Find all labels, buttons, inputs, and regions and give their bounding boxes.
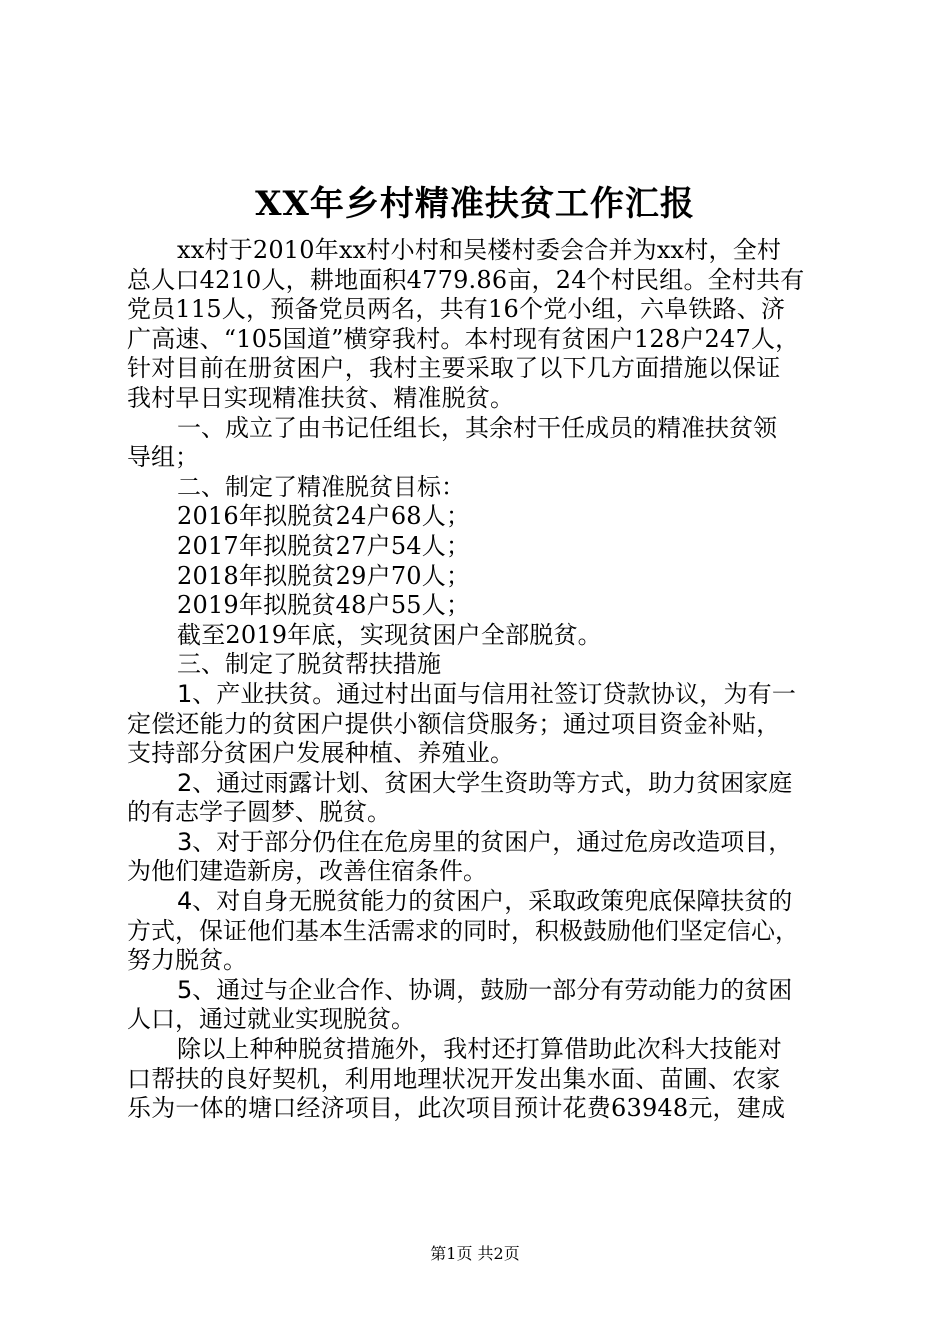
body-line: 党员115人，预备党员两名，共有16个党小组，六阜铁路、济 bbox=[127, 295, 786, 324]
body-line: 支持部分贫困户发展种植、养殖业。 bbox=[127, 739, 515, 768]
body-line bbox=[127, 680, 837, 710]
body-line: 针对目前在册贫困户，我村主要采取了以下几方面措施以保证 bbox=[127, 354, 781, 383]
body-line: 2、通过雨露计划、贫困大学生资助等方式，助力贫困家庭 bbox=[177, 768, 793, 797]
body-line: 乐为一体的塘口经济项目，此次项目预计花费63948元，建成 bbox=[127, 1094, 786, 1123]
body-line: 我村早日实现精准扶贫、精准脱贫。 bbox=[127, 383, 515, 412]
body-line: 方式，保证他们基本生活需求的同时，积极鼓励他们坚定信心， bbox=[127, 916, 799, 945]
body-line: 4、对自身无脱贫能力的贫困户，采取政策兜底保障扶贫的 bbox=[177, 887, 793, 916]
body-line: 截至2019年底，实现贫困户全部脱贫。 bbox=[177, 620, 602, 649]
page-footer: 第1页 共2页 bbox=[430, 1244, 520, 1263]
body-line: 2019年拟脱贫48户55人； bbox=[177, 591, 471, 620]
body-line: 三、制定了脱贫帮扶措施 bbox=[177, 650, 441, 679]
body-line: 广高速、“105国道”横穿我村。本村现有贫困户128户247人， bbox=[127, 324, 800, 353]
body-line: 二、制定了精准脱贫目标： bbox=[177, 472, 465, 501]
body-line: 导组； bbox=[127, 443, 199, 472]
body-line: 总人口4210人，耕地面积4779.86亩，24个村民组。全村共有 bbox=[127, 265, 805, 294]
body-line: 人口，通过就业实现脱贫。 bbox=[127, 1005, 415, 1034]
body-line: 口帮扶的良好契机，利用地理状况开发出集水面、苗圃、农家 bbox=[127, 1064, 781, 1093]
body-line: 5、通过与企业合作、协调，鼓励一部分有劳动能力的贫困 bbox=[177, 975, 793, 1004]
body-line: 的有志学子圆梦、脱贫。 bbox=[127, 798, 391, 827]
body-line: 除以上种种脱贫措施外，我村还打算借助此次科大技能对 bbox=[177, 1035, 782, 1064]
body-line: 2017年拟脱贫27户54人； bbox=[177, 531, 471, 560]
body-line: 努力脱贫。 bbox=[127, 946, 247, 975]
line-lead-text: 1、产业扶贫。 bbox=[177, 679, 337, 708]
body-line: 2016年拟脱贫24户68人； bbox=[177, 502, 471, 531]
body-line: xx村于2010年xx村小村和吴楼村委会合并为xx村，全村 bbox=[177, 236, 782, 264]
document-title: XX年乡村精准扶贫工作汇报 bbox=[255, 184, 695, 224]
body-line: 定偿还能力的贫困户提供小额信贷服务；通过项目资金补贴， bbox=[127, 709, 781, 738]
body-line: 3、对于部分仍住在危房里的贫困户，通过危房改造项目， bbox=[177, 827, 793, 856]
body-line: 一、成立了由书记任组长，其余村干任成员的精准扶贫领 bbox=[177, 413, 777, 442]
line-rest-text: 通过村出面与信用社签订贷款协议，为有一 bbox=[336, 679, 797, 708]
body-line: 2018年拟脱贫29户70人； bbox=[177, 561, 471, 590]
body-line: 为他们建造新房，改善住宿条件。 bbox=[127, 857, 487, 886]
document-body bbox=[127, 236, 837, 1124]
